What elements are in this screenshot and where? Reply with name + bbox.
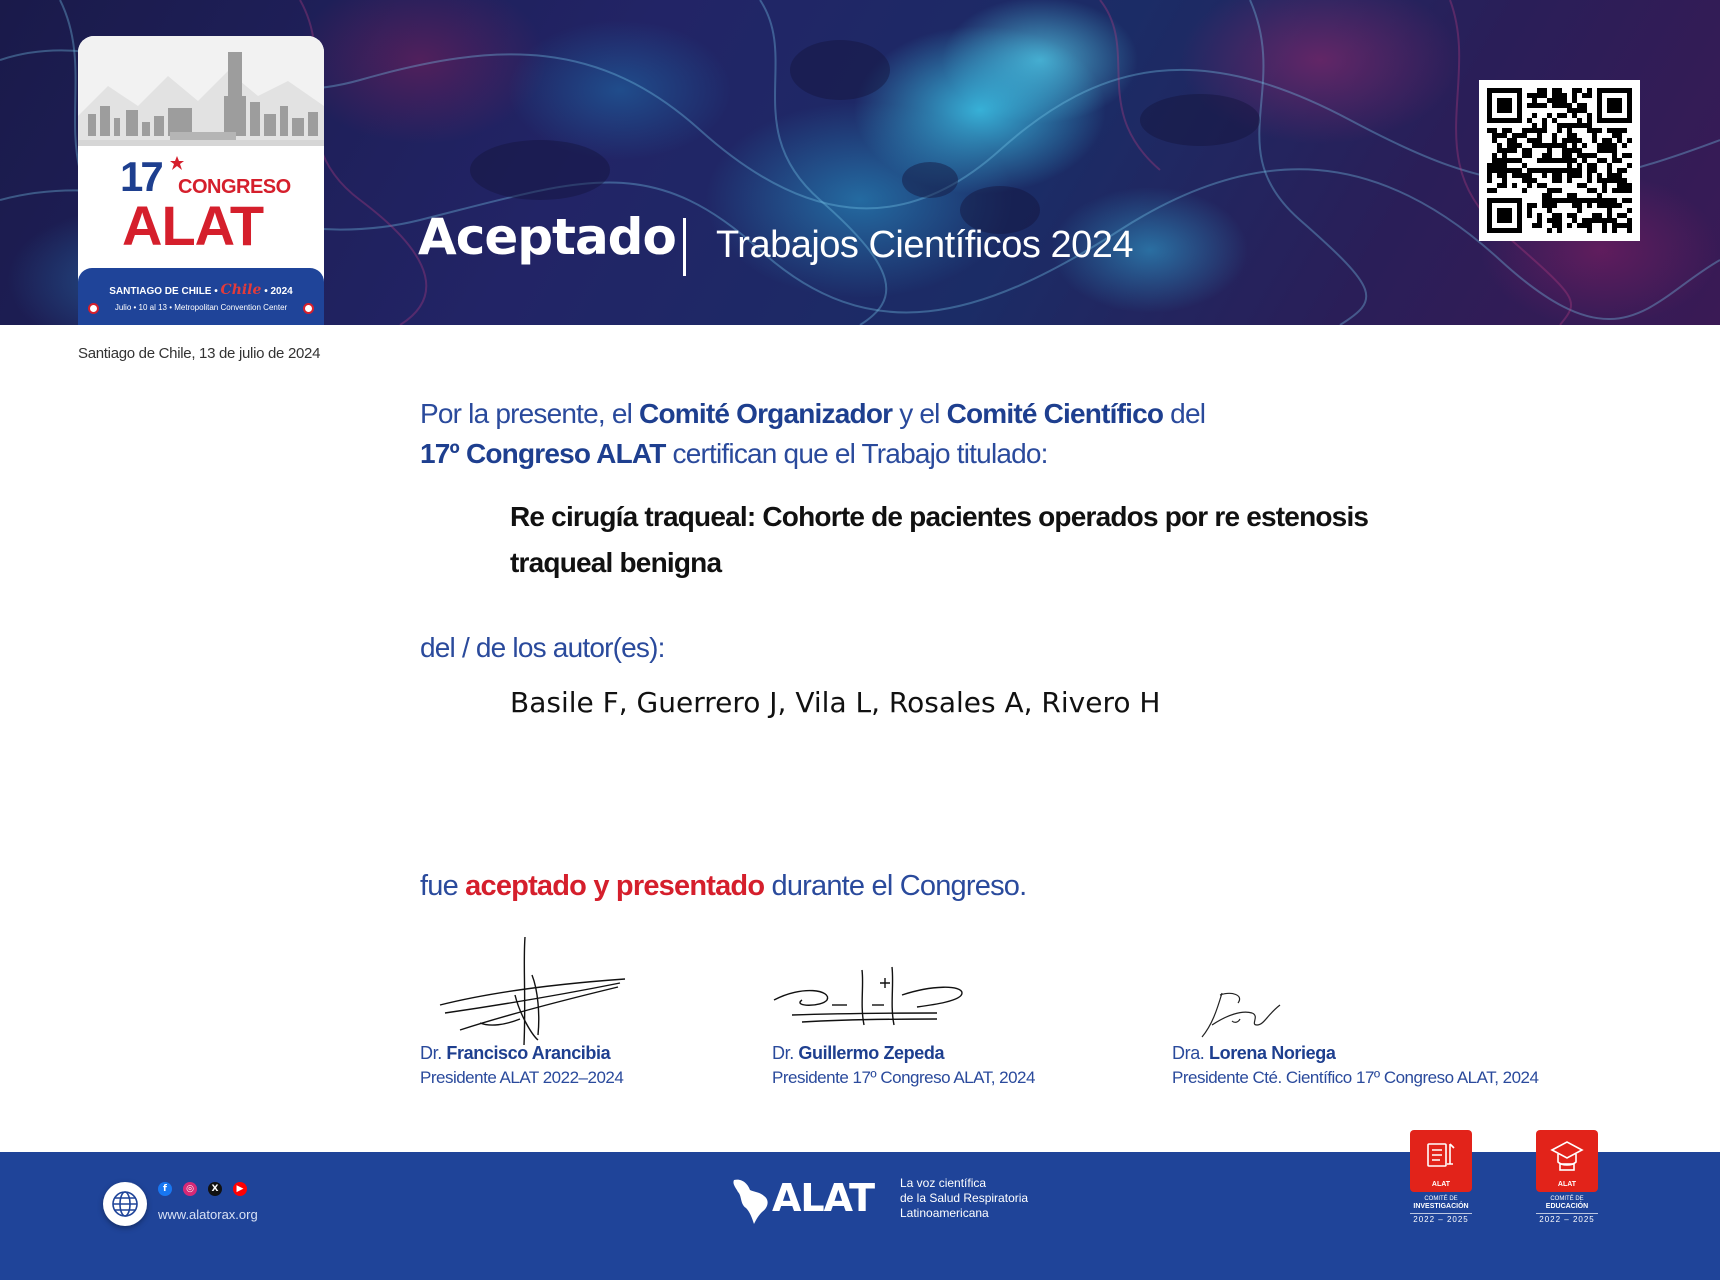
scientific-committee: Comité Científico <box>946 398 1164 429</box>
book-microscope-glyph <box>1410 1130 1472 1180</box>
graduation-cap-glyph <box>1536 1130 1598 1180</box>
youtube-icon[interactable]: ▶ <box>233 1182 247 1196</box>
signatory-title: Dr. <box>772 1043 794 1063</box>
committee-name: EDUCACIÓN <box>1545 1203 1589 1210</box>
committee-years: 2022 – 2025 <box>1536 1213 1598 1224</box>
latin-america-map-icon <box>730 1176 774 1226</box>
certification-intro <box>420 394 1540 474</box>
research-committee-badge <box>1410 1130 1472 1224</box>
signatory-role: Presidente ALAT 2022–2024 <box>420 1068 624 1087</box>
congress-logo <box>78 36 324 325</box>
committee-box-label: ALAT <box>1431 1181 1451 1188</box>
footer <box>0 1152 1720 1280</box>
logo-city-line <box>78 282 324 298</box>
header-banner <box>0 0 1720 325</box>
handwritten-signature <box>420 935 630 1045</box>
authors-label: del / de los autor(es): <box>420 632 665 663</box>
committee-caption: COMITÉ DE <box>1550 1196 1584 1202</box>
alat-wordmark: ALAT <box>772 1176 875 1220</box>
intro-text: certifican que el Trabajo titulado: <box>665 438 1048 469</box>
signatory-name <box>420 1043 610 1064</box>
signatory-role: Presidente 17º Congreso ALAT, 2024 <box>772 1068 1035 1087</box>
intro-text: Por la presente, el <box>420 398 640 429</box>
logo-band <box>78 268 324 325</box>
globe-icon[interactable] <box>103 1182 147 1226</box>
education-committee-badge <box>1536 1130 1598 1224</box>
congress-name: 17º Congreso ALAT <box>420 438 666 469</box>
page-subtitle: Trabajos Científicos 2024 <box>716 224 1133 266</box>
acceptance-statement <box>420 870 1026 903</box>
qr-code-icon[interactable] <box>1479 80 1640 241</box>
intro-text: del <box>1163 398 1206 429</box>
instagram-icon[interactable]: ◎ <box>183 1182 197 1196</box>
committee-caption: COMITÉ DE <box>1424 1196 1458 1202</box>
logo-number: 17 <box>120 153 161 200</box>
tagline-line: La voz científica <box>900 1176 987 1190</box>
signatory-role: Presidente Cté. Científico 17º Congreso ALAT, 2024 <box>1172 1068 1539 1087</box>
tagline-line: Latinoamericana <box>900 1206 989 1220</box>
x-icon[interactable]: X <box>208 1182 222 1196</box>
signatory-fullname: Lorena Noriega <box>1209 1043 1336 1063</box>
signatory-title: Dr. <box>420 1043 442 1063</box>
logo-city-left: SANTIAGO DE CHILE • <box>109 286 218 297</box>
committee-years: 2022 – 2025 <box>1410 1213 1472 1224</box>
signatory-name <box>1172 1043 1335 1064</box>
logo-city-script: Chile <box>220 282 262 298</box>
tagline-line: de la Salud Respiratoria <box>900 1191 1029 1205</box>
authors-list: Basile F, Guerrero J, Vila L, Rosales A, Rivero H <box>510 686 1161 719</box>
website-link[interactable]: www.alatorax.org <box>158 1207 258 1222</box>
handwritten-signature <box>772 955 972 1035</box>
work-title: Re cirugía traqueal: Cohorte de pacientes operados por re estenosis traqueal benigna <box>510 501 1369 578</box>
signatory-name <box>772 1043 944 1064</box>
intro-text: y el <box>892 398 947 429</box>
acceptance-text: fue <box>420 870 466 902</box>
education-committee-icon <box>1536 1130 1598 1192</box>
organizer-committee: Comité Organizador <box>639 398 893 429</box>
qr-code-pattern <box>1479 80 1640 241</box>
signatory-title: Dra. <box>1172 1043 1205 1063</box>
logo-alat: ALAT <box>122 194 264 257</box>
committee-name: INVESTIGACIÓN <box>1413 1203 1469 1210</box>
signatory-fullname: Francisco Arancibia <box>446 1043 611 1063</box>
star-icon <box>170 156 184 170</box>
logo-congreso: CONGRESO <box>178 176 291 198</box>
handwritten-signature <box>1172 985 1292 1045</box>
issue-date: Santiago de Chile, 13 de julio de 2024 <box>78 345 321 362</box>
logo-city-right: • 2024 <box>264 286 293 297</box>
alat-tagline <box>900 1176 1060 1221</box>
logo-dates-line: Julio • 10 al 13 • Metropolitan Convention Center <box>114 303 288 312</box>
committee-box-label: ALAT <box>1557 1181 1577 1188</box>
acceptance-highlight: aceptado y presentado <box>465 870 765 902</box>
page-title: Aceptado <box>418 208 676 266</box>
globe-glyph <box>103 1182 147 1226</box>
research-committee-icon <box>1410 1130 1472 1192</box>
signatory-fullname: Guillermo Zepeda <box>798 1043 945 1063</box>
facebook-icon[interactable]: f <box>158 1182 172 1196</box>
skyline-illustration <box>78 36 324 146</box>
title-divider <box>683 218 686 276</box>
acceptance-text: durante el Congreso. <box>764 870 1027 902</box>
